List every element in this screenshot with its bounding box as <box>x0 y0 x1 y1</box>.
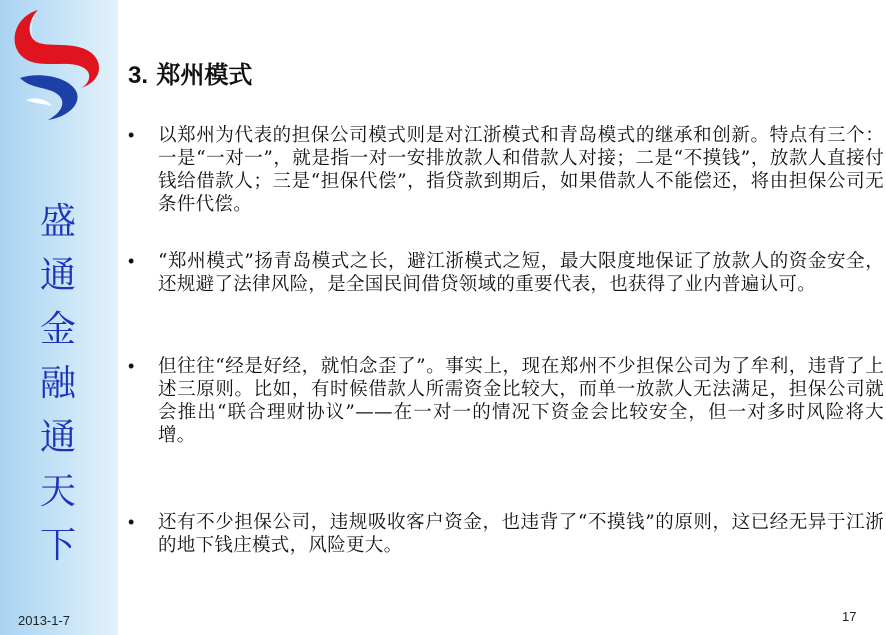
bullet-text: 但往往“经是好经，就怕念歪了”。事实上，现在郑州不少担保公司为了牟利，违背了上述三原则。比如，有时候借款人所需资金比较大，而单一放款人无法满足，担保公司就会推出“联合理财协议”——在一对一的情况下资金会比较安全，但一对多时风险将大增。 <box>158 356 884 446</box>
bullet-text: 以郑州为代表的担保公司模式则是对江浙模式和青岛模式的继承和创新。特点有三个：一是“一对一”，就是指一对一安排放款人和借款人对接；二是“不摸钱”，放款人直接付钱给借款人；三是“担保代偿”，指贷款到期后，如果借款人不能偿还，将由担保公司无条件代偿。 <box>158 125 884 215</box>
sidebar-title-char: 通 <box>39 255 76 296</box>
page-number: 17 <box>842 609 857 624</box>
bullet-dot-icon: • <box>128 512 135 532</box>
company-logo-icon <box>8 4 112 122</box>
bullet-list <box>128 124 884 561</box>
bullet-item <box>128 511 884 561</box>
bullet-text: 还有不少担保公司，违规吸收客户资金，也违背了“不摸钱”的原则，这已经无异于江浙的地下钱庄模式，风险更大。 <box>158 512 884 556</box>
sidebar-vertical-title <box>22 195 94 573</box>
sidebar <box>0 0 118 635</box>
slide-heading <box>128 55 252 90</box>
sidebar-title-char: 盛 <box>39 201 76 242</box>
bullet-item <box>128 124 884 250</box>
sidebar-title-char: 下 <box>39 525 76 566</box>
sidebar-title-char: 金 <box>39 309 76 350</box>
bullet-item <box>128 250 884 355</box>
sidebar-title-char: 天 <box>39 471 76 512</box>
heading-number: 3. <box>128 62 149 89</box>
slide-date: 2013-1-7 <box>18 613 71 628</box>
bullet-dot-icon: • <box>128 356 135 376</box>
bullet-text: “郑州模式”扬青岛模式之长，避江浙模式之短，最大限度地保证了放款人的资金安全，还规避了法律风险，是全国民间借贷领域的重要代表，也获得了业内普遍认可。 <box>158 251 884 295</box>
sidebar-title-char: 融 <box>39 363 76 404</box>
bullet-item <box>128 355 884 511</box>
heading-text: 郑州模式 <box>156 61 253 89</box>
sidebar-title-char: 通 <box>39 417 76 458</box>
bullet-dot-icon: • <box>128 125 135 145</box>
bullet-dot-icon: • <box>128 251 135 271</box>
